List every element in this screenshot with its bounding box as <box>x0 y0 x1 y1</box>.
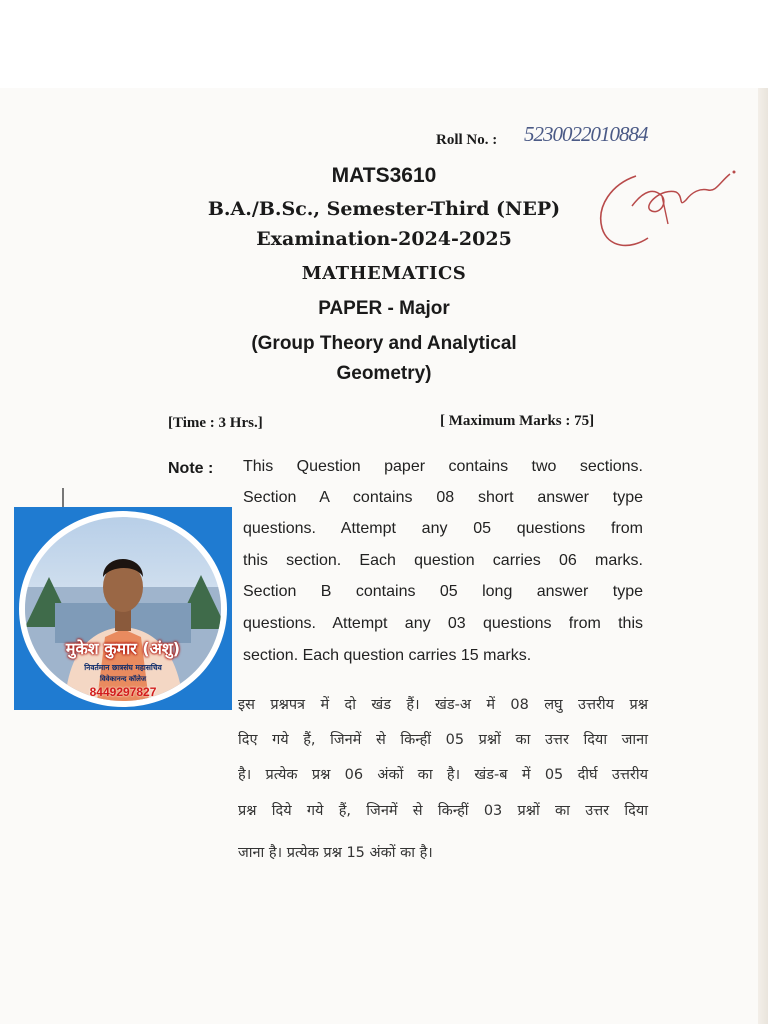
maximum-marks: [ Maximum Marks : 75] <box>440 413 595 429</box>
note-line: questions. Attempt any 03 questions from this <box>243 615 643 632</box>
paper-title-line-1: (Group Theory and Analytical <box>251 333 517 354</box>
note-line: This Question paper contains two sections. <box>243 458 643 475</box>
ad-college-text: विवेकानन्द कॉलेज <box>99 675 147 683</box>
roll-number-handwritten: 5230022010884 <box>524 122 648 146</box>
paper-title-line-2: Geometry) <box>336 363 432 384</box>
note-line: section. Each question carries 15 marks. <box>243 647 532 664</box>
course-code: MATS3610 <box>331 164 437 187</box>
ad-photo-background <box>25 517 221 701</box>
course-title: B.A./B.Sc., Semester-Third (NEP) <box>207 198 561 220</box>
note-line: this section. Each question carries 06 marks. <box>243 552 643 569</box>
person-photo <box>25 517 221 701</box>
hindi-note-line: है। प्रत्येक प्रश्न 06 अंकों का है। खंड-ब में 05 दीर्घ उत्तरीय <box>238 767 648 783</box>
hindi-note-line: इस प्रश्नपत्र में दो खंड हैं। खंड-अ में 08 लघु उत्तरीय प्रश्न <box>238 697 648 713</box>
paper-type: PAPER - Major <box>318 298 450 319</box>
hindi-note-line: प्रश्न दिये गये हैं, जिनमें से किन्हीं 03 प्रश्नों का उत्तर दिया <box>238 803 648 819</box>
examination-year: Examination-2024-2025 <box>256 228 512 250</box>
ad-role-text: निवर्तमान छात्रसंघ महासचिव <box>84 663 162 672</box>
advertisement-sticker <box>14 507 232 710</box>
hindi-note-line: दिए गये हैं, जिनमें से किन्हीं 05 प्रश्नों का उत्तर दिया जाना <box>238 732 648 748</box>
note-line: Section B contains 05 long answer type <box>243 583 643 600</box>
time-allowed: [Time : 3 Hrs.] <box>168 415 263 431</box>
hindi-note-line: जाना है। प्रत्येक प्रश्न 15 अंकों का है। <box>238 845 433 861</box>
note-line: Section A contains 08 short answer type <box>243 489 643 506</box>
note-line: questions. Attempt any 05 questions from <box>243 520 643 537</box>
subject-name: MATHEMATICS <box>301 263 467 284</box>
ad-phone-number: 8449297827 <box>89 685 157 699</box>
ad-name-text: मुकेश कुमार (अंशु) <box>65 639 181 658</box>
roll-number-label: Roll No. : <box>436 132 498 148</box>
ad-circle-frame <box>19 511 227 707</box>
note-label: Note : <box>168 460 214 477</box>
